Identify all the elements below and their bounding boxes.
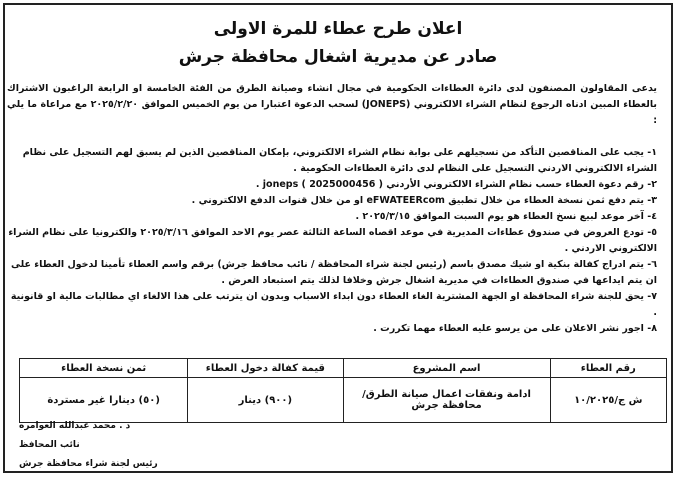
signatory-role: رئيس لجنة شراء محافظة جرش <box>19 459 158 469</box>
header-tender-number: رقم العطاء <box>550 359 666 378</box>
header-guarantee-value: قيمة كفالة دخول العطاء <box>188 359 343 378</box>
header-project-name: اسم المشروع <box>343 359 550 378</box>
signatory-title: نائب المحافظ <box>19 440 80 450</box>
notice-subtitle: صادر عن مديرية اشغال محافظة جرش <box>178 47 498 67</box>
intro-paragraph: يدعى المقاولون المصنفون لدى دائرة العطاءات الحكومية في مجال انشاء وصيانة الطرق من الفئة الخامسة او الرابعة الراغبون الاشتراك بالعطاء المبين ادناه الرجوع لنظام الشراء الالكتروني (JONEPS) لسحب الدعوة اعتبارا من يوم الخميس الموافق ٢٠٢٥/٢/٢٠ مع مراعاة ما يلي : <box>7 83 657 126</box>
condition-item: ٣- يتم دفع ثمن نسخة العطاء من خلال تطبيق eFWATEERcom او من خلال قنوات الدفع الالكتروني . <box>191 195 657 206</box>
cell-tender-number: ش ج/١٠/٢٠٢٥ <box>550 378 666 423</box>
table-header-row <box>20 359 667 378</box>
notice-title: اعلان طرح عطاء للمرة الاولى <box>213 19 463 39</box>
notice-frame <box>3 3 673 473</box>
cell-project-name: ادامة ونفقات اعمال صيانة الطرق/ محافظة جرش <box>343 378 550 423</box>
condition-item: ٢- رقم دعوة العطاء حسب نظام الشراء الالكتروني الأردني joneps ( 2025000456 ) . <box>255 179 657 190</box>
condition-item: ٧- يحق للجنة شراء المحافظة او الجهة المشترية الغاء العطاء دون ابداء الاسباب وبدون ان يترتب على هذا الالغاء اي مطالبات مالية او قانونية . <box>10 291 657 318</box>
tender-table <box>19 358 667 423</box>
cell-guarantee-value: (٩٠٠) دينار <box>188 378 343 423</box>
header-copy-price: ثمن نسخة العطاء <box>20 359 188 378</box>
condition-item: ٤- آخر موعد لبيع نسخ العطاء هو يوم السبت الموافق ٢٠٢٥/٣/١٥ . <box>355 211 657 222</box>
signatory-name: د . محمد عبدالله العوامره <box>19 421 131 431</box>
condition-item: ٦- يتم ادراج كفالة بنكية او شيك مصدق باسم (رئيس لجنة شراء المحافظة / نائب محافظ جرش) برقم واسم العطاء تأمينا لدخول العطاء على ان يتم ايداعها في صندوق العطاءات في مديرية اشغال جرش وخلافا لذلك يتم استبعاد العرض . <box>11 259 657 286</box>
condition-item: ١- يجب على المناقصين التأكد من تسجيلهم على بوابة نظام الشراء الالكتروني، بإمكان المناقصين الذين لم يسبق لهم التسجيل على نظام الشراء الالكتروني الاردني التسجيل على النظام لدى دائرة العطاءات الحكومية . <box>22 147 657 174</box>
condition-item: ٨- اجور نشر الاعلان على من يرسو عليه العطاء مهما تكررت . <box>373 323 657 334</box>
condition-item: ٥- تودع العروض في صندوق عطاءات المديرية في موعد اقصاه الساعة الثالثة عصر يوم الاحد الموافق ٢٠٢٥/٣/١٦ والكترونيا على نظام الشراء الالكتروني الاردني . <box>8 227 657 254</box>
table-row <box>20 378 667 423</box>
cell-copy-price: (٥٠) دينارا غير مستردة <box>20 378 188 423</box>
conditions-list <box>7 145 657 337</box>
